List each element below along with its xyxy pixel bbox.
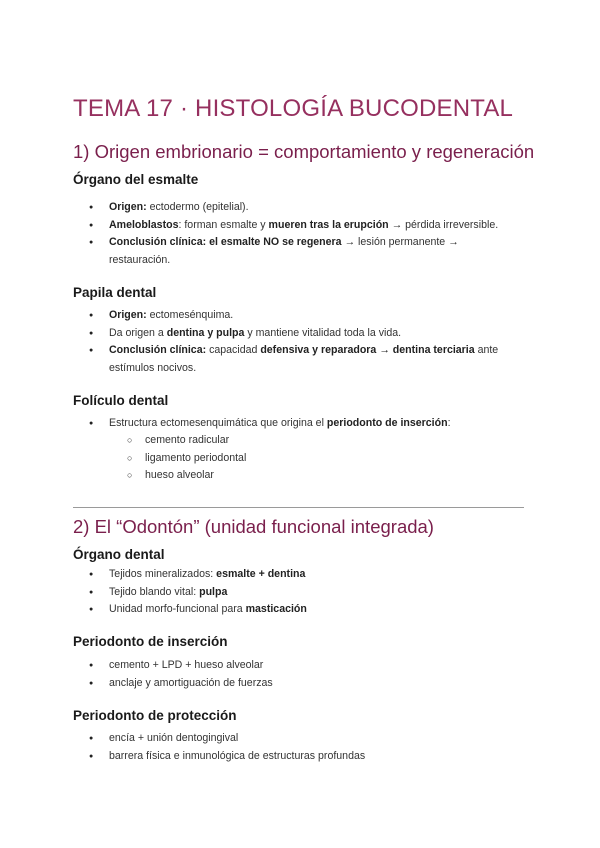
list-item: ● Conclusión clínica: el esmalte NO se regenera → lesión permanente → restauración.	[0, 234, 600, 269]
list-item: ○ cemento radicular	[0, 432, 600, 450]
organo-dental-list	[0, 566, 600, 619]
list-item: ● anclaje y amortiguación de fuerzas	[0, 675, 600, 693]
section-divider	[73, 507, 524, 508]
document-title: TEMA 17 · HISTOLOGÍA BUCODENTAL	[73, 95, 514, 122]
periodonto-proteccion-heading: Periodonto de protección	[73, 708, 237, 723]
list-item: ● Conclusión clínica: capacidad defensiva y reparadora → dentina terciaria ante estímulos nocivos.	[0, 342, 600, 377]
list-item: ● Origen: ectodermo (epitelial).	[0, 199, 600, 217]
list-item: ● Ameloblastos: forman esmalte y mueren tras la erupción → pérdida irreversible.	[0, 217, 600, 235]
list-item: ● Da origen a dentina y pulpa y mantiene vitalidad toda la vida.	[0, 325, 600, 343]
organo-esmalte-list	[0, 199, 600, 269]
section-2-heading: 2) El “Odontón” (unidad funcional integrada)	[73, 516, 434, 537]
papila-dental-heading: Papila dental	[73, 285, 157, 300]
organo-dental-heading: Órgano dental	[73, 547, 165, 562]
list-item: ● Tejido blando vital: pulpa	[0, 584, 600, 602]
list-item: ● Tejidos mineralizados: esmalte + dentina	[0, 566, 600, 584]
organo-esmalte-heading: Órgano del esmalte	[73, 172, 199, 187]
list-item: ● Unidad morfo-funcional para masticación	[0, 601, 600, 619]
list-item: ● encía + unión dentogingival	[0, 730, 600, 748]
foliculo-sublist	[0, 432, 600, 485]
list-item: ○ ligamento periodontal	[0, 450, 600, 468]
periodonto-insercion-heading: Periodonto de inserción	[73, 634, 228, 649]
foliculo-dental-heading: Folículo dental	[73, 393, 169, 408]
foliculo-dental-list	[0, 415, 600, 433]
section-1-heading: 1) Origen embrionario = comportamiento y regeneración	[73, 141, 535, 162]
list-item: ● barrera física e inmunológica de estructuras profundas	[0, 748, 600, 766]
list-item: ○ hueso alveolar	[0, 467, 600, 485]
papila-dental-list	[0, 307, 600, 377]
list-item: ● Estructura ectomesenquimática que origina el periodonto de inserción:	[0, 415, 600, 433]
list-item: ● Origen: ectomesénquima.	[0, 307, 600, 325]
periodonto-insercion-list	[0, 657, 600, 692]
periodonto-proteccion-list	[0, 730, 600, 765]
list-item: ● cemento + LPD + hueso alveolar	[0, 657, 600, 675]
